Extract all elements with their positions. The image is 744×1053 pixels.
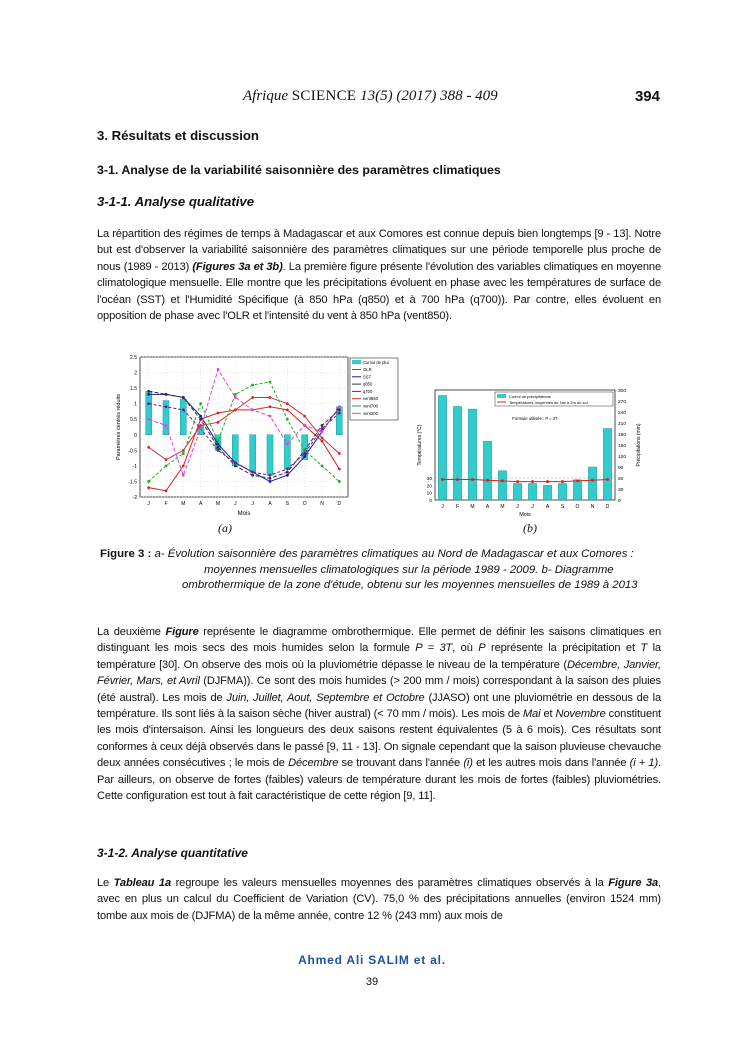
bar [558, 484, 566, 501]
data-point [147, 402, 150, 405]
legend-label: q700 [363, 388, 373, 394]
y-right-tick-label: 270 [618, 400, 627, 405]
para2-text: se trouvant dans l'année [338, 757, 464, 770]
data-point [165, 464, 168, 467]
data-point [269, 405, 272, 408]
caption-label: Figure 3 : [100, 548, 152, 560]
para2-text: La deuxième [97, 626, 166, 638]
bar [453, 407, 461, 501]
data-point [165, 424, 168, 427]
data-point [286, 474, 289, 477]
x-tick-label: F [164, 501, 168, 507]
para2-text: . Par ailleurs, on observe de fortes (faibles) valeurs de température durant les mois de fortes (faibles) pluviométries. Cette configuration est tout à fait caractéristique de cette région [9, 11]. [97, 757, 662, 803]
figure-reference: (Figures 3a et 3b) [192, 260, 283, 273]
legend-label: vent850 [363, 396, 378, 402]
data-point [338, 468, 341, 471]
page-number: 394 [634, 88, 660, 105]
x-tick-label: J [531, 504, 534, 510]
data-point [269, 480, 272, 483]
plot-frame [435, 390, 615, 500]
paragraph-quantitative [97, 875, 661, 924]
legend-label: SST [363, 374, 372, 380]
formula: P = 3T [415, 642, 453, 655]
y-right-tick-label: 180 [618, 433, 627, 438]
data-point [147, 480, 150, 483]
x-tick-label: D [605, 504, 610, 510]
figure-caption [100, 547, 660, 594]
y-left-tick-label: 10 [426, 491, 432, 497]
caption-line-3: ombrothermique de la zone d'étude, obtenu sur les moyennes mensuelles de 1989 à 2013 [182, 579, 638, 591]
data-point [303, 415, 306, 418]
x-tick-label: M [470, 504, 475, 510]
temperature-point [591, 479, 594, 482]
y-right-tick-label: 120 [618, 455, 627, 460]
para1-text-c: . La première figure présente l'évolution des variables climatiques en moyenne climatologique mensuelle. Elle montre que les précipitations évoluent en phase avec les températures de surface de l'océan (SST) et l'Humidité Spécifique (à 850 hPa (q850) et à 700 hPa (q700)). Par contre, elles évoluent en opposition de phase avec l'OLR et l'intensité du vent à 850 hPa (vent850). [97, 260, 662, 323]
data-point [147, 393, 150, 396]
data-point [269, 415, 272, 418]
data-point [286, 402, 289, 405]
bar [180, 399, 186, 435]
x-tick-label: M [500, 504, 505, 510]
year-i-plus-1: (i + 1) [629, 757, 659, 770]
data-point [217, 440, 220, 443]
temperature-point [486, 479, 489, 482]
temperature-point [501, 479, 504, 482]
para2-text: (DJFMA)). Ce sont des mois humides (> 200 mm / mois) correspondant à la saison des pluies (été austral). Les mois de [97, 675, 661, 704]
paragraph-ombrothermic [97, 624, 661, 804]
y-right-tick-label: 240 [618, 411, 627, 416]
data-point [269, 477, 272, 480]
temperature-point [471, 478, 474, 481]
bar [468, 409, 476, 500]
y-right-tick-label: 60 [618, 477, 624, 482]
legend-label: vent200 [363, 410, 378, 416]
footer-page-number: 39 [365, 976, 379, 988]
data-point [269, 380, 272, 383]
bar [588, 467, 596, 500]
data-point [269, 474, 272, 477]
x-axis-label: Mois [237, 511, 251, 517]
data-point [303, 452, 306, 455]
bar [267, 435, 273, 475]
data-point [303, 449, 306, 452]
data-point [286, 443, 289, 446]
para2-text: représente la précipitation et [485, 642, 641, 655]
data-point [303, 424, 306, 427]
caption-line-2: moyennes mensuelles climatologiques sur la période 1989 - 2009. b- Diagramme [204, 563, 614, 576]
paragraph-qualitative [97, 226, 661, 324]
data-point [286, 471, 289, 474]
para2-text: la température [30]. On observe des mois où la pluviométrie dépasse le niveau de la température ( [97, 642, 661, 671]
journal-name: Afrique [243, 88, 288, 104]
y-tick-label: -1 [132, 463, 137, 470]
x-axis-label: Mois [519, 512, 531, 518]
temperature-point [546, 480, 549, 483]
y-axis-label: Paramètres centrés réduits [116, 393, 122, 461]
data-point [286, 418, 289, 421]
data-point [269, 396, 272, 399]
subsubsection-heading-qualitative: 3-1-1. Analyse qualitative [97, 194, 255, 209]
month-may: Mai [522, 708, 541, 721]
data-point [217, 446, 220, 449]
data-point [251, 408, 254, 411]
x-tick-label: O [302, 501, 307, 507]
y-tick-label: 2.5 [130, 355, 137, 361]
x-tick-label: D [337, 501, 342, 507]
legend-label: OLR [363, 367, 372, 372]
y-right-tick-label: 0 [618, 499, 621, 504]
temperature-point [606, 478, 609, 481]
x-tick-label: A [198, 501, 203, 507]
data-point [251, 471, 254, 474]
y-right-tick-label: 210 [618, 422, 627, 427]
bar [513, 484, 521, 501]
x-tick-label: M [215, 501, 221, 507]
month-november: Novembre [555, 708, 606, 721]
y-left-tick-label: 20 [426, 484, 432, 490]
journal-name-science: SCIENCE [291, 88, 357, 104]
data-point [182, 396, 185, 399]
data-point [251, 474, 254, 477]
legend-label: Cumul de plui [363, 360, 389, 365]
data-point [147, 418, 150, 421]
y-tick-label: -0.5 [128, 448, 137, 455]
x-tick-label: A [268, 501, 272, 507]
y-left-tick-label: 0 [429, 499, 432, 504]
data-point [199, 415, 202, 418]
para2-text: , où [452, 642, 479, 655]
y-right-tick-label: 90 [618, 466, 624, 471]
data-point [217, 368, 220, 371]
temperature-point [576, 479, 579, 482]
bar [483, 441, 491, 500]
data-point [217, 449, 220, 452]
caption-line-1: a- Évolution saisonnière des paramètres climatiques au Nord de Madagascar et aux Comores : [154, 548, 634, 560]
y-tick-label: -1.5 [128, 479, 137, 486]
data-point [217, 412, 220, 415]
data-point [182, 474, 185, 477]
x-tick-label: F [455, 504, 460, 510]
data-point [321, 436, 324, 439]
legend-label: Températures moyennes de l'air à 2m du sol [509, 400, 588, 405]
para3-text: , avec en plus un calcul du Coefficient de Variation (CV). 75,0 % des précipitations annuelles (environ 1524 mm) tombe aux mois de (DJFMA) de la même année, contre 12 % (243 mm) aux mois de [97, 877, 662, 922]
temperature-point [456, 478, 459, 481]
legend-label: Cumul de précipitations [509, 394, 551, 399]
para3-text: Le [97, 877, 114, 889]
para2-text: et les autres mois dans l'année [472, 757, 630, 770]
y-tick-label: 0 [134, 432, 137, 439]
section-heading-results: 3. Résultats et discussion [97, 128, 259, 143]
para2-text: constituent les mois d'intersaison. Ainsi les longueurs des deux saisons restent équivalentes (5 à 6 mois). Ces résultats sont conformes à ceux déjà observés dans le passé [9, 11 - 13]. On signale cependant que la saison pluvieuse chevauche deux années consécutives ; le mois de [97, 708, 662, 770]
y-right-tick-label: 30 [618, 488, 624, 493]
bar [603, 429, 611, 501]
y-tick-label: -2 [132, 495, 137, 501]
data-point [338, 452, 341, 455]
data-point [321, 427, 324, 430]
subsection-heading-variability: 3-1. Analyse de la variabilité saisonnière des paramètres climatiques [97, 163, 501, 177]
var-p: P [478, 642, 486, 655]
para2-text: et [540, 708, 556, 721]
data-point [147, 390, 150, 393]
subsubsection-heading-quantitative: 3-1-2. Analyse quantitative [97, 846, 248, 860]
subcaption-a: (a) [218, 521, 232, 535]
data-point [338, 412, 341, 415]
table-reference: Tableau 1a [113, 877, 172, 889]
footer-author: Ahmed Ali SALIM et al. [298, 953, 446, 967]
temperature-point [441, 478, 444, 481]
data-point [251, 396, 254, 399]
y-right-tick-label: 150 [618, 444, 627, 449]
month-december: Décembre [288, 757, 339, 770]
data-point [165, 489, 168, 492]
legend-swatch [497, 394, 506, 398]
legend-swatch [352, 360, 361, 364]
data-point [147, 446, 150, 449]
para3-text: regroupe les valeurs mensuelles moyennes des paramètres climatiques observés à la [171, 877, 609, 889]
var-t: T [640, 642, 648, 655]
wet-months: Décembre, Janvier, Février, Mars, et Avril [97, 658, 661, 688]
chart-annotation: Formule utilisée : P = 2T [512, 416, 558, 421]
temperature-point [561, 480, 564, 483]
bar [543, 485, 551, 500]
y-right-tick-label: 300 [618, 389, 627, 394]
y-tick-label: 2 [134, 370, 137, 377]
x-tick-label: M [181, 501, 186, 507]
data-point [321, 440, 324, 443]
y-left-tick-label: 30 [426, 477, 432, 482]
data-point [234, 464, 237, 467]
temperature-point [531, 480, 534, 483]
y-tick-label: 0.5 [130, 417, 137, 424]
x-tick-label: J [251, 501, 254, 507]
x-tick-label: N [590, 504, 595, 510]
x-tick-label: N [320, 501, 324, 507]
temperature-point [516, 480, 519, 483]
x-tick-label: A [545, 504, 550, 510]
bar [573, 480, 581, 500]
x-tick-label: S [560, 504, 565, 510]
y-tick-label: 1.5 [130, 386, 137, 393]
x-tick-label: S [285, 501, 290, 507]
data-point [165, 458, 168, 461]
bar [528, 484, 536, 501]
y-right-axis-label: Précipitations (mm) [636, 423, 642, 467]
figure-reference-3a: Figure 3a [608, 877, 659, 889]
data-point [182, 408, 185, 411]
chart-a-climate-parameters [110, 352, 400, 517]
plot-frame [140, 357, 348, 497]
journal-citation [243, 88, 498, 105]
x-tick-label: J [147, 501, 150, 507]
data-point [199, 402, 202, 405]
bar [146, 391, 152, 435]
data-point [303, 455, 306, 458]
running-head [0, 88, 744, 108]
x-tick-label: J [234, 501, 237, 507]
data-point [234, 461, 237, 464]
data-point [321, 430, 324, 433]
data-point [199, 418, 202, 421]
bar [438, 396, 446, 501]
data-point [338, 480, 341, 483]
data-point [286, 468, 289, 471]
x-tick-label: J [441, 504, 444, 510]
data-point [182, 464, 185, 467]
para2-text: représente le diagramme ombrothermique. Elle permet de définir les saisons climatiques en distinguant les mois secs des mois humides selon la formule [97, 626, 661, 655]
journal-volume: 13(5) (2017) 388 - 409 [360, 88, 498, 104]
figure-3 [110, 352, 670, 542]
x-tick-label: J [516, 504, 519, 510]
legend-label: vent700 [363, 403, 378, 409]
data-point [234, 408, 237, 411]
figure-word: Figure [165, 626, 199, 638]
year-i: (i) [463, 757, 473, 770]
data-point [286, 408, 289, 411]
data-point [321, 424, 324, 427]
subcaption-b: (b) [523, 521, 537, 535]
bar [250, 435, 256, 472]
bar [498, 471, 506, 500]
data-point [321, 464, 324, 467]
data-point [147, 486, 150, 489]
para1-text-a: La répartition des régimes de temps à Madagascar et aux Comores est connue depuis bien longtemps [9 - 13]. Notre but est d'observer la variabilité saisonnière des paramètres climatiques sur une période temporelle plus proche de nous (1989 - 2013) [97, 228, 661, 273]
y-left-axis-label: Températures (°C) [417, 424, 423, 466]
data-point [182, 452, 185, 455]
y-tick-label: 1 [134, 401, 137, 408]
legend-label: q850 [363, 381, 373, 387]
data-point [217, 421, 220, 424]
data-point [165, 393, 168, 396]
x-tick-label: O [575, 504, 580, 510]
data-point [338, 405, 341, 408]
data-point [199, 427, 202, 430]
data-point [251, 384, 254, 387]
dry-months: Juin, Juillet, Aout, Septembre et Octobre [226, 691, 425, 704]
data-point [165, 405, 168, 408]
x-tick-label: A [485, 504, 490, 510]
para2-text: (JJASO) ont une pluviométrie en dessous de la température. Ils sont liés à la saison sèche (hiver austral) (< 70 mm / mois). Les mois de [97, 691, 662, 721]
data-point [234, 396, 237, 399]
